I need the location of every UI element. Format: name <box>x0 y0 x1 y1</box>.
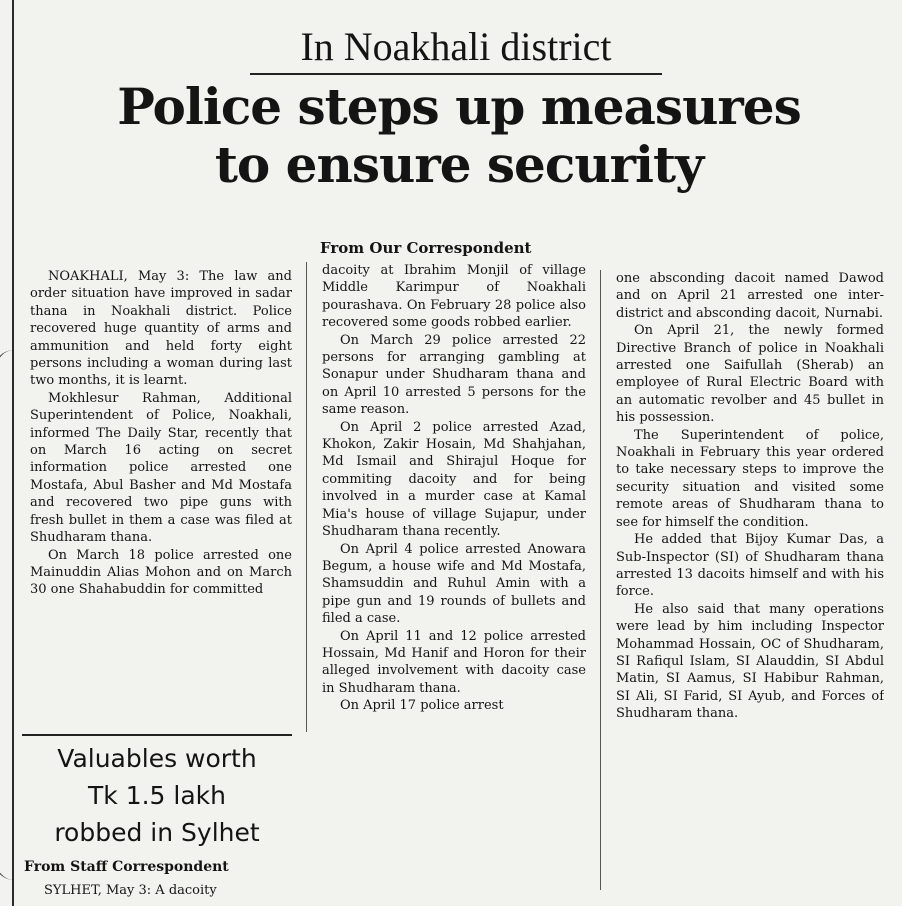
column-1 <box>30 268 292 728</box>
sub-headline-line-3: robbed in Sylhet <box>54 818 260 847</box>
sub-story-rule <box>22 734 292 736</box>
sub-byline: From Staff Correspondent <box>24 859 229 875</box>
column-3 <box>616 270 884 896</box>
paragraph: On March 29 police arrested 22 persons for arranging gambling at Sonapur under Shudharam thana and on April 10 arrested 5 persons for the same reason. <box>322 332 586 418</box>
sub-headline-line-1: Valuables worth <box>57 744 257 773</box>
headline <box>24 78 894 194</box>
headline-line-2: to ensure security <box>214 135 704 194</box>
paragraph: He also said that many operations were lead by him including Inspector Mohammad Hossain, OC of Shudharam, SI Rafiqul Islam, SI Alauddin, SI Abdul Matin, SI Aamus, SI Habibur Rahman, SI Ali, SI Farid, SI Ayub, and Forces of Shudharam thana. <box>616 601 884 722</box>
sub-lead: SYLHET, May 3: A dacoity <box>44 883 217 898</box>
sub-headline-line-2: Tk 1.5 lakh <box>88 781 226 810</box>
paragraph: The Superintendent of police, Noakhali in February this year ordered to take necessary steps to improve the security situation and visited some remote areas of Shudharam thana to see for himself the condition. <box>616 427 884 530</box>
kicker: In Noakhali district <box>300 24 612 69</box>
column-rule <box>600 270 601 890</box>
paragraph: Mokhlesur Rahman, Additional Superintendent of Police, Noakhali, informed The Daily Star, recently that on March 16 acting on secret information police arrested one Mostafa, Abul Basher and Md Mostafa and recovered two pipe guns with fresh bullet in them a case was filed at Shudharam thana. <box>30 390 292 546</box>
paragraph: On April 2 police arrested Azad, Khokon, Zakir Hosain, Md Shahjahan, Md Ismail and Shirajul Hoque for commiting dacoity and for being involved in a murder case at Kamal Mia's house of village Sujapur, under Shudharam thana recently. <box>322 419 586 540</box>
paragraph: one absconding dacoit named Dawod and on April 21 arrested one inter-district and absconding dacoit, Nurnabi. <box>616 271 884 321</box>
paragraph: On April 21, the newly formed Directive Branch of police in Noakhali arrested one Saifullah (Sherab) an employee of Rural Electric Board with an automatic revolber and 45 bullet in his possession. <box>616 323 884 426</box>
kicker-underline <box>250 73 662 75</box>
paragraph: On April 11 and 12 police arrested Hossain, Md Hanif and Horon for their alleged involvement with dacoity case in Shudharam thana. <box>322 628 586 696</box>
paragraph: On April 4 police arrested Anowara Begum, a house wife and Md Mostafa, Shamsuddin and Ruhul Amin with a pipe gun and 19 rounds of bullets and filed a case. <box>322 541 586 627</box>
paragraph: He added that Bijoy Kumar Das, a Sub-Inspector (SI) of Shudharam thana arrested 13 dacoits himself and with his force. <box>616 532 884 600</box>
byline: From Our Correspondent <box>320 239 532 257</box>
headline-line-1: Police steps up measures <box>117 77 801 136</box>
paragraph: On March 18 police arrested one Mainuddin Alias Mohon and on March 30 one Shahabuddin for committed <box>30 547 292 598</box>
column-rule <box>306 262 307 732</box>
column-2 <box>322 262 586 888</box>
paragraph: NOAKHALI, May 3: The law and order situation have improved in sadar thana in Noakhali district. Police recovered huge quantity of arms and ammunition and held forty eight persons including a woman during last two months, it is learnt. <box>30 269 292 389</box>
margin-arc-mark <box>0 350 22 880</box>
paragraph: On April 17 police arrest <box>340 698 504 714</box>
sub-headline <box>26 740 288 851</box>
paragraph: dacoity at Ibrahim Monjil of village Middle Karimpur of Noakhali pourashava. On February 28 police also recovered some goods robbed earlier. <box>322 263 586 331</box>
